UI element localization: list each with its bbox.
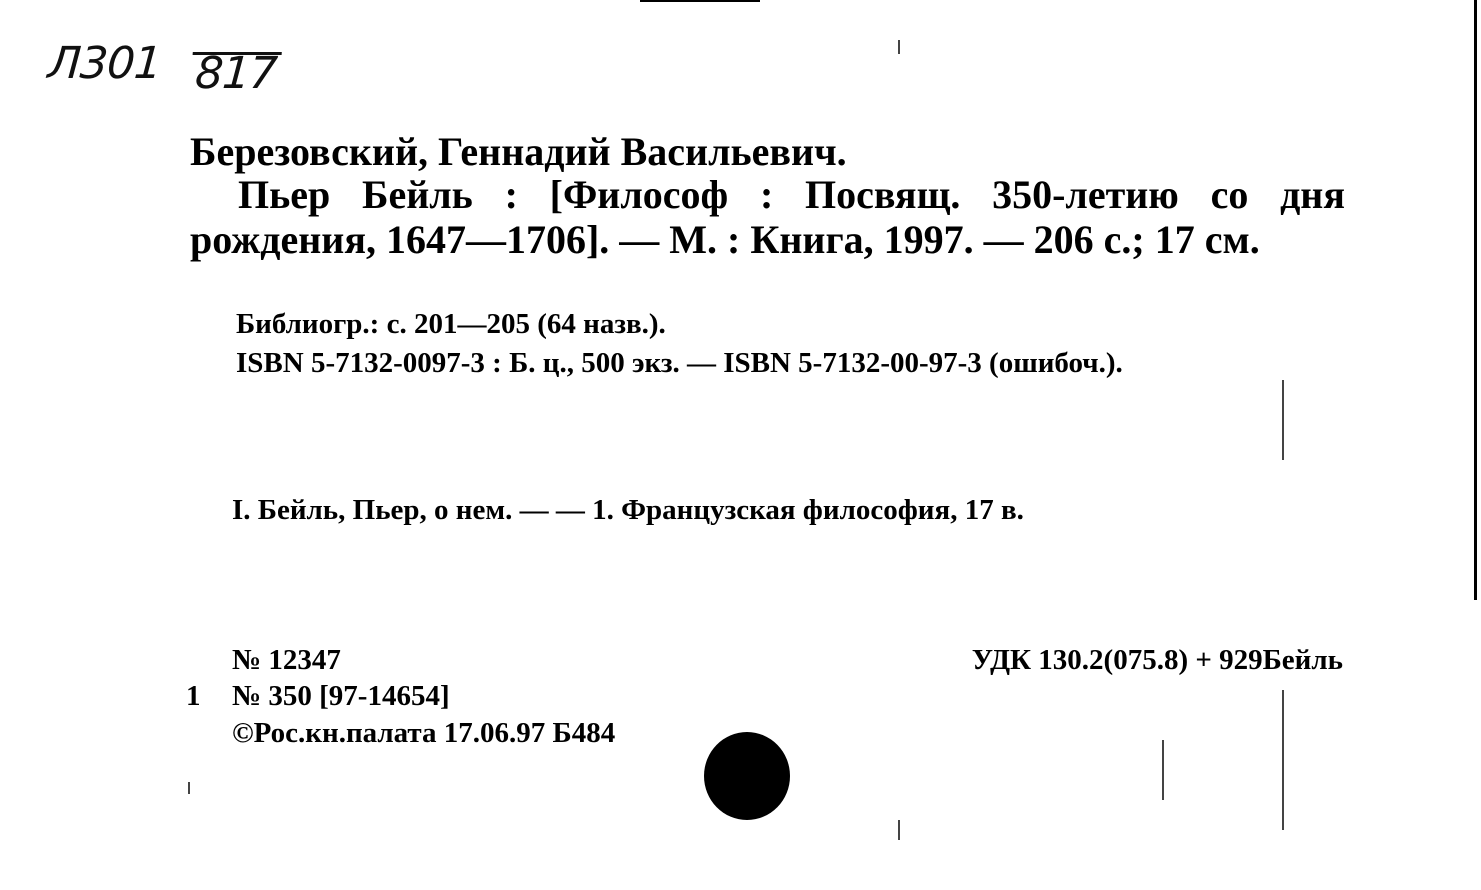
shelfmark-text: Л301 (46, 38, 163, 89)
scan-mark (898, 40, 900, 54)
scan-mark (1282, 690, 1284, 830)
title-block: Пьер Бейль : [Философ : Посвящ. 350-летию со дня рождения, 1647—1706]. — М. : Книга, 1997. — 206 с.; 17 см. (190, 172, 1345, 262)
copies-number: № 350 [97-14654] (232, 680, 450, 712)
scan-mark (1282, 380, 1284, 460)
copies-line (186, 680, 450, 713)
right-edge-line (1474, 0, 1477, 600)
handwritten-number: 817 (193, 48, 279, 99)
punch-hole (704, 732, 790, 820)
scan-mark (898, 820, 900, 840)
handwritten-shelfmark (46, 38, 279, 99)
book-chamber-imprint: ©Рос.кн.палата 17.06.97 Б484 (232, 717, 616, 749)
bibliography-note: Библиогр.: с. 201—205 (64 назв.). (236, 308, 666, 340)
udk-classification: УДК 130.2(075.8) + 929Бейль (971, 644, 1343, 676)
copies-count: 1 (186, 680, 201, 712)
author-heading: Березовский, Геннадий Васильевич. (190, 129, 847, 174)
isbn-note: ISBN 5-7132-0097-3 : Б. ц., 500 экз. — ISBN 5-7132-00-97-3 (ошибоч.). (236, 347, 1123, 379)
scan-mark (188, 782, 190, 794)
subject-tracing: I. Бейль, Пьер, о нем. — — 1. Французская философия, 17 в. (232, 494, 1024, 526)
scan-mark (1162, 740, 1164, 800)
card-number: № 12347 (232, 644, 341, 676)
top-edge-line (640, 0, 760, 2)
